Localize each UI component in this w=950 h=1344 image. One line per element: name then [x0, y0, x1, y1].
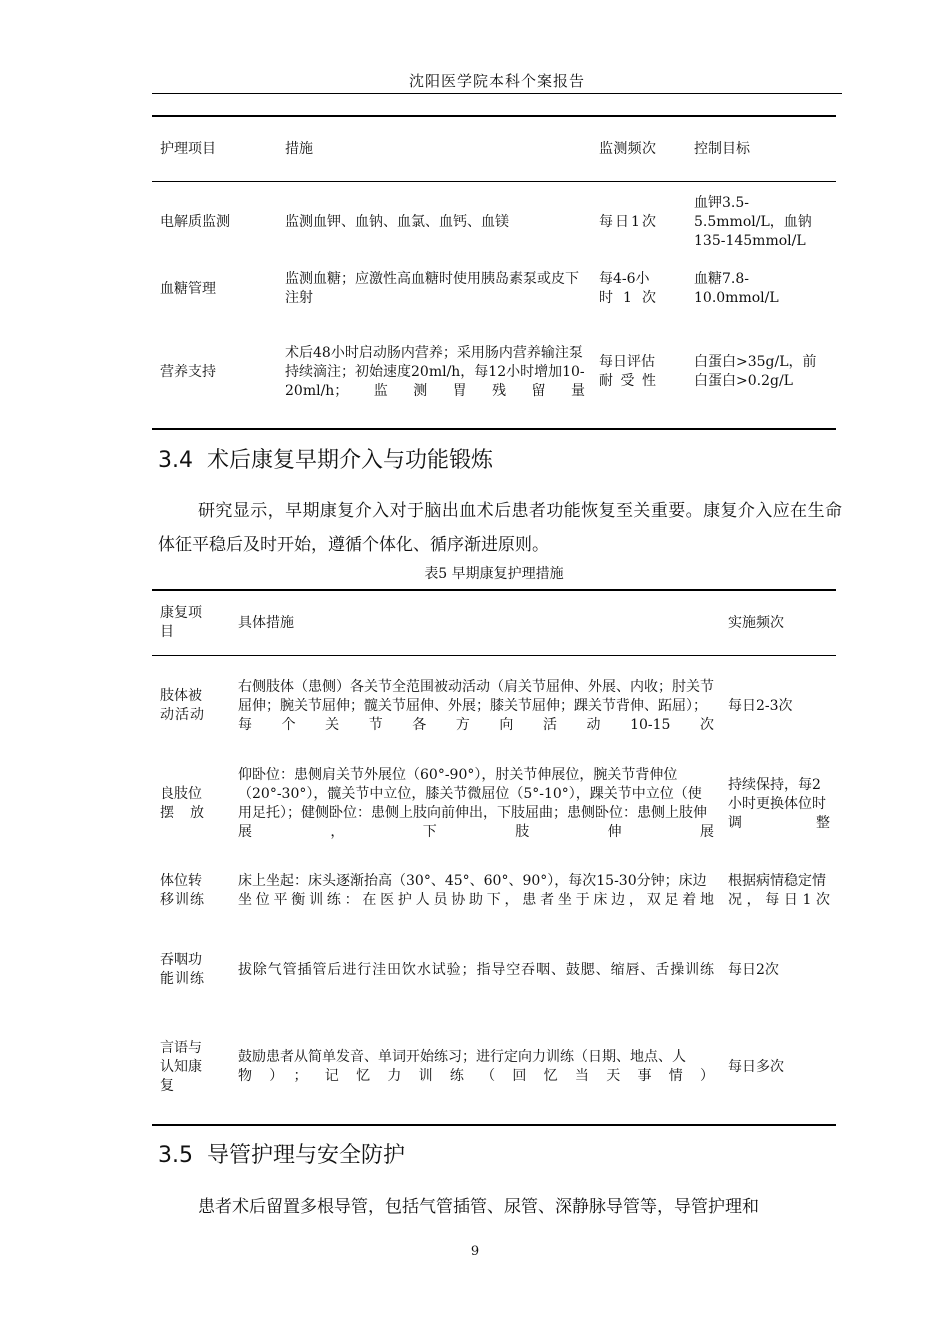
table-caption: 表5 早期康复护理措施: [424, 566, 564, 582]
table-row: [152, 316, 836, 429]
page-header-title: 沈阳医学院本科个案报告: [408, 72, 585, 90]
section-number: 3.4: [158, 448, 193, 473]
table-cell: 监测血钾、血钠、血氯、血钙、血镁: [285, 213, 509, 230]
column-header: 实施频次: [720, 590, 836, 656]
table-cell: 血钾3.5-5.5mmol/L，血钠135-145mmol/L: [694, 194, 812, 249]
section-heading-3-5: [158, 1138, 405, 1169]
column-header: 康复项目: [152, 590, 230, 656]
column-header: 监测频次: [591, 116, 686, 182]
section-title: 导管护理与安全防护: [207, 1143, 406, 1168]
table-row: [152, 182, 836, 263]
table-cell: 良肢位摆放: [160, 786, 204, 821]
column-header: 护理项目: [152, 116, 277, 182]
table-row: [152, 1010, 836, 1125]
table-cell: 鼓励患者从简单发音、单词开始练习；进行定向力训练（日期、地点、人物）；记忆力训练（回忆当天事情）: [238, 1049, 714, 1084]
table-cell: 每日多次: [728, 1058, 784, 1075]
table-cell: 仰卧位：患侧肩关节外展位（60°-90°），肘关节伸展位，腕关节背伸位（20°-30°），髋关节中立位，膝关节微屈位（5°-10°），踝关节中立位（使用足托）；健侧卧位：患侧上肢向前伸出，下肢屈曲；患侧卧位：患侧上肢伸展，下肢伸展: [238, 767, 714, 840]
table-cell: 每日1次: [599, 213, 656, 230]
table-header-row: [152, 590, 836, 656]
table-header-row: [152, 116, 836, 182]
section-paragraph: 患者术后留置多根导管，包括气管插管、尿管、深静脉导管等，导管护理和: [198, 1197, 759, 1217]
section-title: 术后康复早期介入与功能锻炼: [207, 448, 494, 473]
table-cell: 床上坐起：床头逐渐抬高（30°、45°、60°、90°），每次15-30分钟；床边坐位平衡训练：在医护人员协助下，患者坐于床边，双足着地: [238, 873, 714, 908]
table-cell: 右侧肢体（患侧）各关节全范围被动活动（肩关节屈伸、外展、内收；肘关节屈伸；腕关节屈伸；髋关节屈伸、外展；膝关节屈伸；踝关节背伸、跖屈）；每个关节各方向活动10-15次: [238, 678, 714, 733]
section-number: 3.5: [158, 1143, 193, 1168]
table-cell: 电解质监测: [160, 213, 230, 230]
table-cell: 每日2-3次: [728, 697, 793, 714]
column-header: 措施: [277, 116, 591, 182]
column-header: 具体措施: [230, 590, 720, 656]
table-cell: 体位转移训练: [160, 873, 204, 908]
table-cell: 白蛋白>35g/L，前白蛋白>0.2g/L: [694, 354, 817, 389]
table-cell: 监测血糖；应激性高血糖时使用胰岛素泵或皮下注射: [285, 271, 579, 306]
table-cell: 肢体被动活动: [160, 688, 204, 723]
table-cell: 拔除气管插管后进行洼田饮水试验；指导空吞咽、鼓腮、缩唇、舌操训练: [238, 961, 714, 978]
table-cell: 持续保持，每2小时更换体位时调整: [728, 776, 830, 831]
table-cell: 每日2次: [728, 961, 779, 978]
column-header: 控制目标: [686, 116, 836, 182]
table-cell: 营养支持: [160, 363, 216, 380]
table-cell: 每4-6小时1次: [599, 271, 656, 306]
table-cell: 血糖7.8-10.0mmol/L: [694, 271, 779, 306]
nursing-monitoring-table: [152, 115, 836, 430]
table-cell: 言语与认知康复: [160, 1039, 202, 1094]
table-cell: 根据病情稳定情况，每日1次: [728, 873, 830, 908]
table-row: [152, 756, 836, 852]
table-cell: 每日评估耐受性: [599, 354, 656, 389]
table-cell: 吞咽功能训练: [160, 952, 204, 987]
table-row: [152, 262, 836, 316]
page-number: 9: [470, 1244, 480, 1259]
section-heading-3-4: [158, 443, 493, 474]
table-row: [152, 852, 836, 930]
table-row: [152, 656, 836, 757]
header-divider: [152, 93, 842, 94]
table-cell: 血糖管理: [160, 280, 216, 297]
table-cell: 术后48小时启动肠内营养；采用肠内营养输注泵持续滴注；初始速度20ml/h，每12小时增加10-20ml/h；监测胃残留量: [285, 344, 585, 399]
table-row: [152, 930, 836, 1010]
rehab-measures-table: [152, 589, 836, 1126]
section-paragraph: 研究显示，早期康复介入对于脑出血术后患者功能恢复至关重要。康复介入应在生命体征平稳后及时开始，遵循个体化、循序渐进原则。: [158, 501, 842, 555]
